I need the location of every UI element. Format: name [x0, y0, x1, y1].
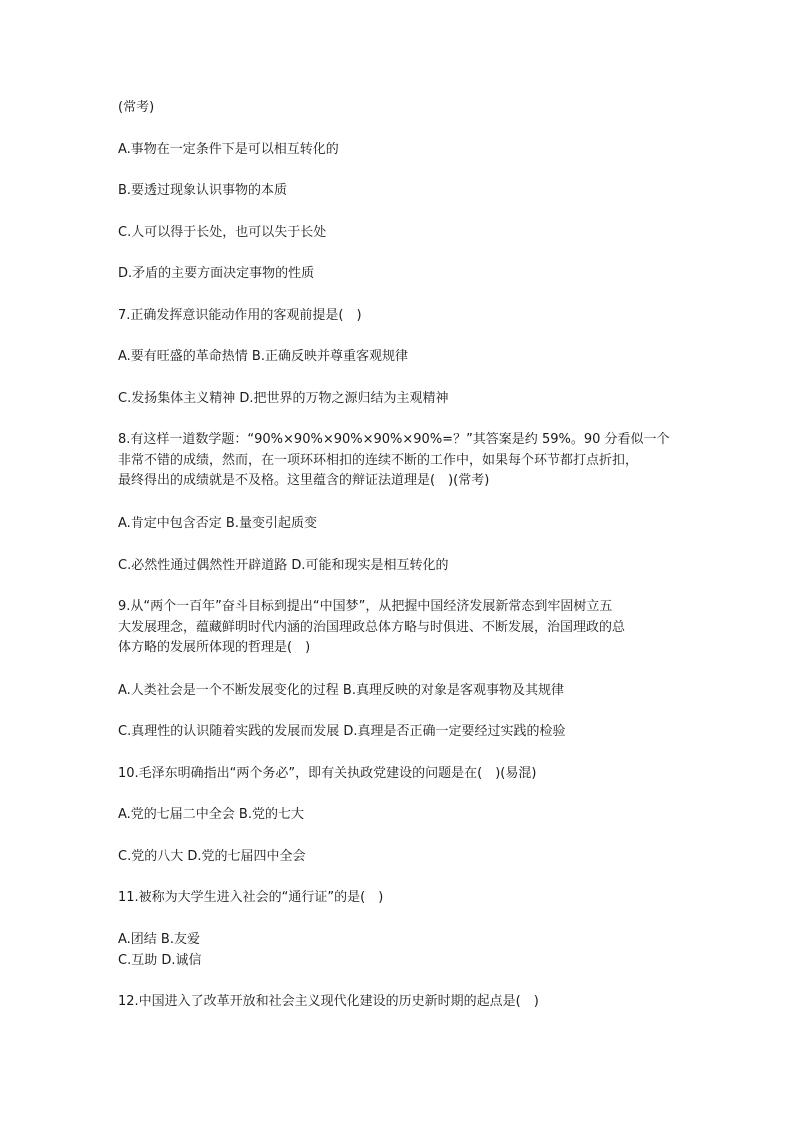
question-12: 12.中国进入了改革开放和社会主义现代化建设的历史新时期的起点是( ) [118, 994, 539, 1009]
question-8-line: 8.有这样一道数学题：“90%×90%×90%×90%×90%=？”其答案是约 59%。90 分看似一个 [118, 432, 670, 447]
question-9-line: 大发展理念，蕴藏鲜明时代内涵的治国理政总体方略与时俱进、不断发展，治国理政的总 [118, 619, 626, 635]
option-a: A.事物在一定条件下是可以相互转化的 [118, 142, 339, 157]
question-10-options-ab: A.党的七届二中全会 B.党的七大 [118, 807, 304, 822]
question-7: 7.正确发挥意识能动作用的客观前提是( ) [118, 308, 362, 323]
option-c: C.人可以得于长处，也可以失于长处 [118, 225, 327, 240]
question-9-line: 体方略的发展所体现的哲理是( ) [118, 640, 311, 655]
question-11-options-cd: C.互助 D.诚信 [118, 953, 202, 968]
option-d: D.矛盾的主要方面决定事物的性质 [118, 266, 315, 281]
question-8 [118, 430, 688, 492]
question-11: 11.被称为大学生进入社会的“通行证”的是( ) [118, 890, 384, 905]
question-11-options-ab: A.团结 B.友爱 [118, 932, 200, 947]
previous-question-tag: (常考) [118, 100, 155, 115]
question-9 [118, 597, 688, 659]
question-8-line: 非常不错的成绩，然而，在一项环环相扣的连续不断的工作中，如果每个环节都打点折扣， [118, 452, 639, 468]
question-7-options-ab: A.要有旺盛的革命热情 B.正确反映并尊重客观规律 [118, 349, 408, 364]
question-9-options-ab: A.人类社会是一个不断发展变化的过程 B.真理反映的对象是客观事物及其规律 [118, 683, 564, 698]
question-9-line: 9.从“两个一百年”奋斗目标到提出“中国梦”，从把握中国经济发展新常态到牢固树立五 [118, 599, 613, 614]
question-10: 10.毛泽东明确指出“两个务必”，即有关执政党建设的问题是在( )(易混) [118, 766, 537, 781]
question-7-options-cd: C.发扬集体主义精神 D.把世界的万物之源归结为主观精神 [118, 391, 449, 406]
question-8-options-ab: A.肯定中包含否定 B.量变引起质变 [118, 516, 317, 531]
question-9-options-cd: C.真理性的认识随着实践的发展而发展 D.真理是否正确一定要经过实践的检验 [118, 724, 566, 739]
question-8-line: 最终得出的成绩就是不及格。这里蕴含的辩证法道理是( )(常考) [118, 473, 490, 488]
question-8-options-cd: C.必然性通过偶然性开辟道路 D.可能和现实是相互转化的 [118, 558, 449, 573]
option-b: B.要透过现象认识事物的本质 [118, 183, 288, 198]
question-10-options-cd: C.党的八大 D.党的七届四中全会 [118, 849, 306, 864]
